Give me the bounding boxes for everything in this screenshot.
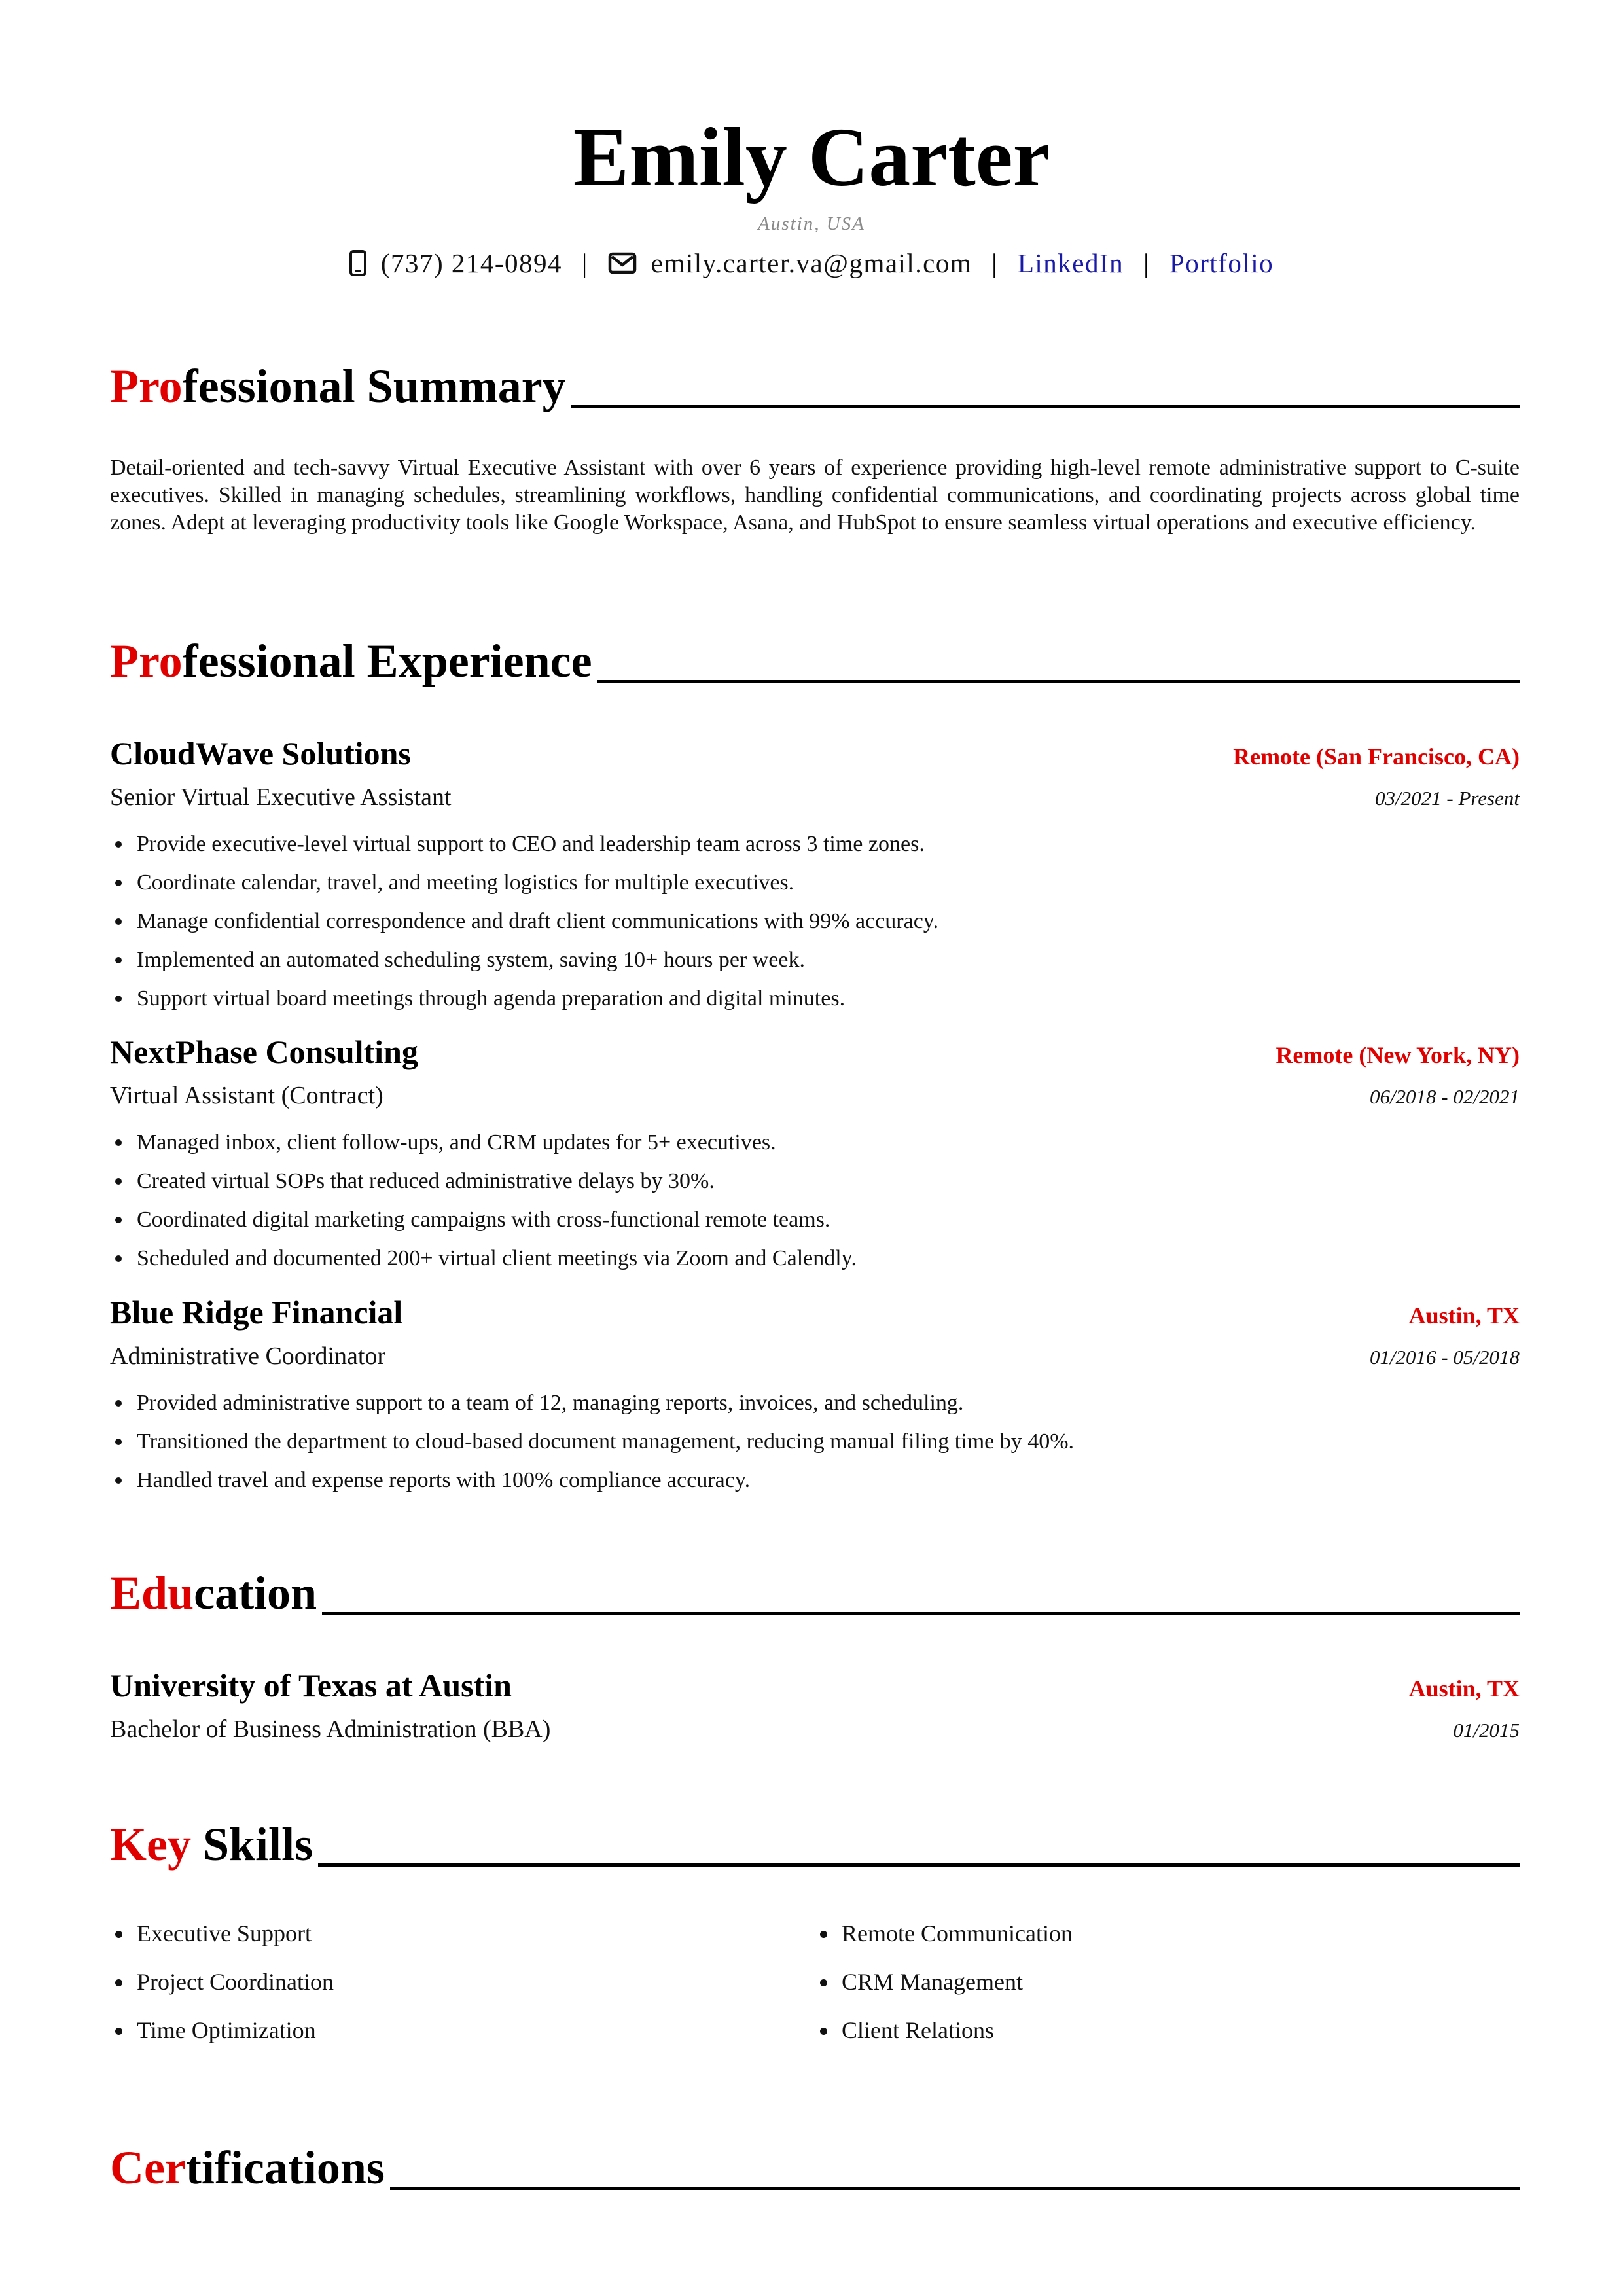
section-title xyxy=(110,2140,385,2195)
bullet-text: Transitioned the department to cloud-based document management, reducing manual filing time by 40%. xyxy=(137,1429,1075,1454)
experience-entry xyxy=(110,734,1520,1018)
list-item xyxy=(110,2006,815,2054)
bullet-icon xyxy=(115,1178,122,1185)
list-item xyxy=(110,863,1520,902)
section-title xyxy=(110,634,592,689)
list-item xyxy=(110,825,1520,863)
section-heading-certifications xyxy=(110,2140,1520,2195)
section-rule xyxy=(318,1863,1520,1867)
bullet-text: Support virtual board meetings through agenda preparation and digital minutes. xyxy=(137,986,846,1011)
list-item xyxy=(110,1422,1520,1461)
list-item xyxy=(110,1239,1520,1278)
bullet-icon xyxy=(115,1979,122,1986)
school-location: Austin, TX xyxy=(1408,1676,1520,1702)
bullet-text: Manage confidential correspondence and draft client communications with 99% accuracy. xyxy=(137,909,939,933)
company-name: CloudWave Solutions xyxy=(110,735,411,772)
degree: Bachelor of Business Administration (BBA) xyxy=(110,1715,551,1743)
contact-separator: | xyxy=(582,248,588,278)
list-item xyxy=(110,1958,815,2006)
list-item xyxy=(815,2006,1520,2054)
phone-icon xyxy=(349,250,366,276)
skills-list xyxy=(110,1909,1520,2054)
job-role: Senior Virtual Executive Assistant xyxy=(110,783,452,811)
bullet-icon xyxy=(820,2028,827,2035)
contact-line xyxy=(0,243,1623,283)
job-role: Virtual Assistant (Contract) xyxy=(110,1082,383,1109)
bullet-icon xyxy=(115,1477,122,1484)
summary-text: Detail-oriented and tech-savvy Virtual Executive Assistant with over 6 years of experience providing high-level remote administrative support to C-suite executives. Skilled in managing schedules, streamlining workflows, handling confidential communications, and coordinating projects across global time zones. Adept at leveraging productivity tools like Google Workspace, Asana, and HubSpot to ensure seamless virtual operations and executive efficiency. xyxy=(110,456,1520,535)
skill-text: Executive Support xyxy=(137,1920,312,1946)
section-title xyxy=(110,1817,313,1872)
bullet-icon xyxy=(115,1400,122,1407)
list-item xyxy=(110,979,1520,1018)
list-item xyxy=(815,1958,1520,2006)
section-title-rest: tifications xyxy=(185,2142,385,2194)
section-rule xyxy=(322,1612,1520,1615)
bullet-icon xyxy=(820,1931,827,1938)
bullet-icon xyxy=(115,1439,122,1445)
bullet-icon xyxy=(115,841,122,848)
bullet-icon xyxy=(115,996,122,1002)
envelope-icon xyxy=(608,252,637,274)
list-item xyxy=(110,1123,1520,1162)
list-item xyxy=(110,1909,815,1958)
bullet-icon xyxy=(115,1931,122,1938)
section-title-rest: fessional Experience xyxy=(182,635,592,687)
skill-text: Project Coordination xyxy=(137,1969,334,1995)
bullet-text: Implemented an automated scheduling system, saving 10+ hours per week. xyxy=(137,948,805,972)
bullet-icon xyxy=(820,1979,827,1986)
candidate-location: Austin, USA xyxy=(758,213,865,234)
job-bullets xyxy=(110,825,1520,1018)
section-heading-skills xyxy=(110,1817,1520,1872)
company-name: NextPhase Consulting xyxy=(110,1033,418,1070)
job-dates: 03/2021 - Present xyxy=(1375,787,1520,810)
contact-separator: | xyxy=(991,248,998,278)
list-item xyxy=(110,1384,1520,1422)
graduation-date: 01/2015 xyxy=(1453,1719,1520,1742)
bullet-text: Coordinate calendar, travel, and meeting logistics for multiple executives. xyxy=(137,870,794,895)
bullet-icon xyxy=(115,1139,122,1146)
job-bullets xyxy=(110,1123,1520,1278)
section-heading-summary xyxy=(110,359,1520,414)
bullet-icon xyxy=(115,1217,122,1223)
job-dates: 01/2016 - 05/2018 xyxy=(1369,1346,1520,1369)
company-name: Blue Ridge Financial xyxy=(110,1294,403,1331)
section-title-highlight: Key xyxy=(110,1818,191,1871)
bullet-text: Managed inbox, client follow-ups, and CRM updates for 5+ executives. xyxy=(137,1130,776,1155)
bullet-icon xyxy=(115,918,122,925)
list-item xyxy=(110,1162,1520,1200)
linkedin-link[interactable]: LinkedIn xyxy=(1017,248,1124,278)
job-location: Remote (San Francisco, CA) xyxy=(1233,744,1520,770)
section-title-highlight: Pro xyxy=(110,635,183,687)
experience-entry xyxy=(110,1293,1520,1499)
skill-text: CRM Management xyxy=(842,1969,1023,1995)
section-heading-experience xyxy=(110,634,1520,689)
section-rule xyxy=(571,405,1520,408)
section-rule xyxy=(597,680,1520,683)
skill-text: Time Optimization xyxy=(137,2017,316,2043)
section-heading-education xyxy=(110,1566,1520,1621)
list-item xyxy=(110,902,1520,941)
phone-number: (737) 214-0894 xyxy=(380,248,563,278)
section-title xyxy=(110,359,566,414)
section-title-highlight: Cer xyxy=(110,2142,186,2194)
list-item xyxy=(110,1200,1520,1239)
bullet-icon xyxy=(115,880,122,886)
experience-entry xyxy=(110,1033,1520,1278)
skill-text: Client Relations xyxy=(842,2017,994,2043)
bullet-text: Created virtual SOPs that reduced administrative delays by 30%. xyxy=(137,1169,715,1193)
list-item xyxy=(815,1909,1520,1958)
bullet-icon xyxy=(115,1255,122,1262)
job-dates: 06/2018 - 02/2021 xyxy=(1369,1085,1520,1108)
portfolio-link[interactable]: Portfolio xyxy=(1169,248,1274,278)
list-item xyxy=(110,1461,1520,1499)
section-title-highlight: Edu xyxy=(110,1567,194,1619)
job-role: Administrative Coordinator xyxy=(110,1342,386,1370)
job-bullets xyxy=(110,1384,1520,1499)
list-item xyxy=(110,941,1520,979)
bullet-text: Scheduled and documented 200+ virtual client meetings via Zoom and Calendly. xyxy=(137,1246,857,1270)
bullet-icon xyxy=(115,957,122,963)
bullet-text: Coordinated digital marketing campaigns with cross-functional remote teams. xyxy=(137,1208,830,1232)
candidate-name: Emily Carter xyxy=(573,111,1050,204)
section-rule xyxy=(390,2187,1520,2190)
email-address[interactable]: emily.carter.va@gmail.com xyxy=(651,248,972,278)
section-title-rest: fessional Summary xyxy=(182,360,566,412)
section-title-rest: cation xyxy=(194,1567,317,1619)
job-location: Remote (New York, NY) xyxy=(1275,1042,1520,1068)
section-title-rest: Skills xyxy=(190,1818,313,1871)
bullet-text: Provided administrative support to a team of 12, managing reports, invoices, and scheduling. xyxy=(137,1391,964,1415)
bullet-text: Provide executive-level virtual support to CEO and leadership team across 3 time zones. xyxy=(137,832,925,856)
bullet-icon xyxy=(115,2028,122,2035)
bullet-text: Handled travel and expense reports with 100% compliance accuracy. xyxy=(137,1468,751,1492)
contact-separator: | xyxy=(1143,248,1150,278)
education-entry xyxy=(110,1666,1520,1757)
skill-text: Remote Communication xyxy=(842,1920,1073,1946)
school-name: University of Texas at Austin xyxy=(110,1667,512,1704)
section-title-highlight: Pro xyxy=(110,360,183,412)
section-title xyxy=(110,1566,317,1621)
job-location: Austin, TX xyxy=(1408,1302,1520,1329)
